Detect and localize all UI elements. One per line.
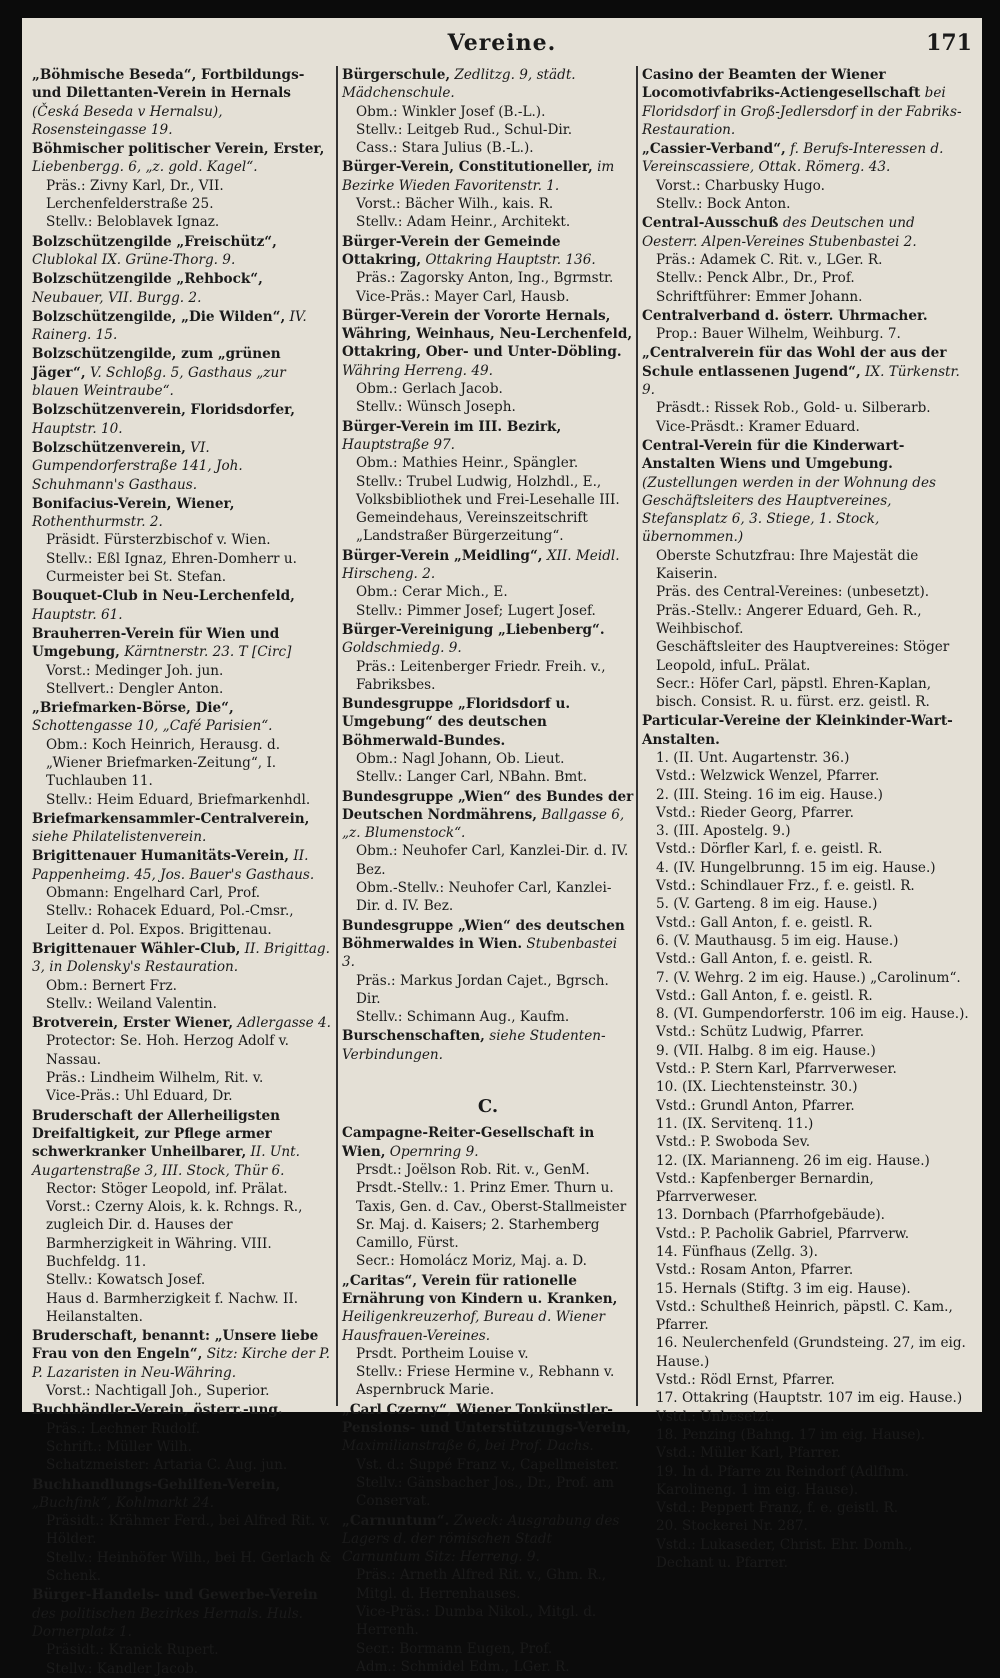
entry-heading: „Böhmische Beseda“, Fortbildungs- und Dilettanten-Verein in Hernals — [32, 67, 305, 102]
entry-officer-line: Präs.: Arneth Alfred Rit. v., Ghm. R., Mitgl. d. Herrenhauses. — [356, 1567, 607, 1602]
entry-officer-line: Adm.: Schmidel Edm., LGer. R. — [356, 1658, 570, 1675]
directory-entry — [32, 233, 334, 270]
entry-title-line — [32, 810, 334, 847]
entry-officer-line: Vstd.: Peppert Franz, f. e. geistl. R. — [656, 1500, 899, 1517]
entry-officer-line: 17. Ottakring (Hauptstr. 107 im eig. Hause.) — [656, 1390, 963, 1407]
entry-officer-line: Obmann: Engelhard Carl, Prof. — [46, 885, 261, 902]
entry-address: Maximilianstraße 6, bei Prof. Dachs. — [342, 1438, 594, 1455]
entry-title-line — [342, 788, 634, 843]
entry-address: Liebenbergg. 6, „z. gold. Kagel“. — [32, 159, 258, 176]
entry-title-line — [342, 1272, 634, 1345]
entry-title-line — [32, 345, 334, 400]
entry-officer-line: 14. Fünfhaus (Zellg. 3). — [656, 1244, 818, 1260]
entry-address: (Zustellungen werden in der Wohnung des Geschäftsleiters des Hauptvereines, Stefansplatz 6, 3. Stiege, 1. Stock, übernommen.) — [642, 474, 937, 546]
directory-entry — [32, 940, 334, 1013]
directory-entry — [32, 1586, 334, 1677]
entry-address: im Bezirke Wieden Favoritenstr. 1. — [342, 159, 615, 194]
directory-entry — [642, 344, 972, 435]
entry-title-line — [32, 140, 334, 177]
entry-officer-line: 16. Neulerchenfeld (Grundsteing. 27, im eig. Hause.) — [656, 1335, 966, 1370]
entry-title-line — [342, 1401, 634, 1456]
entry-heading: Campagne-Reiter-Gesellschaft in Wien, — [342, 1125, 595, 1160]
entry-address: Adlergasse 4. — [237, 1015, 331, 1032]
directory-entry — [342, 621, 634, 694]
entry-officer-line: Secr.: Höfer Carl, päpstl. Ehren-Kaplan, bisch. Consist. R. u. fürst. erz. geistl. R. — [656, 675, 932, 711]
entry-officer-line: Präsidt.: Kranick Rupert. — [46, 1642, 219, 1659]
entry-heading: Bürgerschule, — [342, 67, 451, 83]
entry-officer-line: 9. (VII. Halbg. 8 im eig. Hause.) — [656, 1042, 876, 1059]
entry-officer-line: Stellv.: Schimann Aug., Kaufm. — [356, 1009, 570, 1026]
directory-entry — [342, 788, 634, 916]
directory-entry — [32, 345, 334, 400]
entry-officer-line: Prsdt. Portheim Louise v. — [356, 1345, 529, 1362]
entry-officer-line: Vorst.: Bächer Wilh., kais. R. — [356, 196, 554, 213]
entry-title-line — [32, 308, 334, 345]
entry-title-line — [342, 621, 634, 658]
entry-officer-line: Stellv.: Friese Hermine v., Rebhann v. Aspernbruck Marie. — [356, 1364, 615, 1399]
entry-officer-line: 4. (IV. Hungelbrunng. 15 im eig. Hause.) — [656, 859, 936, 876]
entry-heading: Brotverein, Erster Wiener, — [32, 1015, 234, 1032]
entry-heading: „Caritas“, Verein für rationelle Ernährung von Kindern u. Kranken, — [342, 1272, 618, 1307]
entry-address: des Deutschen und Oesterr. Alpen-Vereines Stubenbastei 2. — [642, 215, 917, 250]
directory-entry — [32, 1476, 334, 1586]
entry-officer-line: 18. Penzing (Bahng. 17 im eig. Hause). — [656, 1426, 926, 1443]
entry-officer-line: 8. (VI. Gumpendorferstr. 106 im eig. Hause.). — [656, 1006, 969, 1023]
entry-address: Opernring 9. — [389, 1143, 479, 1160]
entry-officer-line: 1. (II. Unt. Augartenstr. 36.) — [656, 749, 850, 766]
entry-officer-line: Vstd.: Dörfler Karl, f. e. geistl. R. — [656, 841, 883, 858]
entry-officer-line: Präs.: Lechner Rudolf. — [46, 1420, 201, 1437]
entry-address: f. Berufs-Interessen d. Vereinscassiere, Ottak. Römerg. 43. — [642, 141, 944, 176]
entry-heading: Bolzschützenverein, Floridsdorfer, — [32, 402, 296, 419]
entry-officer-line: Vstd.: P. Swoboda Sev. — [656, 1134, 811, 1151]
entry-officer-line: Vstd.: Schultheß Heinrich, päpstl. C. Kam., Pfarrer. — [656, 1298, 953, 1334]
entry-officer-line: Oberste Schutzfrau: Ihre Majestät die Kaiserin. — [656, 547, 919, 583]
entry-officer-line: Obm.-Stellv.: Neuhofer Carl, Kanzlei-Dir. d. IV. Bez. — [356, 880, 612, 915]
page-header — [22, 26, 982, 66]
entry-officer-line: Vice-Präs.: Uhl Eduard, Dr. — [46, 1088, 233, 1105]
entry-officer-line: 10. (IX. Liechtensteinstr. 30.) — [656, 1079, 858, 1096]
entry-officer-line: Vstd.: P. Pacholik Gabriel, Pfarrverw. — [656, 1225, 910, 1242]
entry-title-line — [32, 625, 334, 662]
entry-address: „Buchfink“, Kohlmarkt 24. — [32, 1494, 215, 1511]
entry-officer-line: Vorst.: Nachtigall Joh., Superior. — [46, 1383, 270, 1400]
directory-entry — [32, 699, 334, 809]
entry-address: bei Floridsdorf in Groß-Jedlersdorf in der Fabriks-Restauration. — [642, 85, 962, 138]
entry-title-line — [32, 1327, 334, 1382]
directory-entry — [642, 307, 972, 344]
entry-officer-line: Vice-Präs.: Dumba Nikol., Mitgl. d. Herrenh. — [356, 1604, 597, 1639]
entry-title-line — [32, 1586, 334, 1641]
entry-address: IX. Türkenstr. 9. — [642, 363, 960, 399]
entry-officer-line: Prsdt.-Stellv.: 1. Prinz Emer. Thurn u. Taxis, Gen. d. Cav., Oberst-Stallmeister Sr. Maj. d. Kaisers; 2. Starhemberg Camillo, Fürst. — [356, 1180, 627, 1252]
entry-heading: Casino der Beamten der Wiener Locomotivfabriks-Actiengesellschaft — [642, 67, 921, 102]
page-number: 171 — [926, 30, 972, 56]
entry-officer-line: Stellvert.: Dengler Anton. — [46, 680, 224, 697]
entry-heading: Bouquet-Club in Neu-Lerchenfeld, — [32, 588, 295, 605]
entry-officer-line: Obm.: Nagl Johann, Ob. Lieut. — [356, 750, 565, 767]
entry-officer-line: Präs.: Leitenberger Friedr. Freih. v., Fabriksbes. — [356, 658, 606, 693]
entry-address: Neubauer, VII. Burgg. 2. — [32, 289, 202, 306]
entry-officer-line: Protector: Se. Hoh. Herzog Adolf v. Nassau. — [46, 1033, 289, 1068]
directory-entry — [342, 307, 634, 417]
entry-title-line — [32, 439, 334, 494]
entry-officer-line: Präs.: Zivny Karl, Dr., VII. Lerchenfelderstraße 25. — [46, 177, 224, 213]
entry-officer-line: Stellv.: Trubel Ludwig, Holzhdl., E., Volksbibliothek und Frei-Lesehalle III. Gemeindehaus, Vereinszeitschrift „Landstraßer Bürgerzeitung“. — [356, 473, 620, 545]
directory-entry — [32, 847, 334, 938]
entry-officer-line: Präsidt.: Krähmer Ferd., bei Alfred Rit. v. Hölder. — [46, 1513, 330, 1548]
entry-officer-line: Obm.: Mathies Heinr., Spängler. — [356, 455, 579, 472]
entry-officer-line: Vstd.: P. Stern Karl, Pfarrverweser. — [656, 1061, 897, 1078]
entry-officer-line: Vstd.: Gall Anton, f. e. geistl. R. — [656, 914, 873, 931]
entry-officer-line: Stellv.: Langer Carl, NBahn. Bmt. — [356, 769, 588, 786]
entry-officer-line: Vorst.: Czerny Alois, k. k. Rchngs. R., zugleich Dir. d. Hauses der Barmherzigkeit in Währing. VIII. Buchfeldg. 11. — [46, 1199, 303, 1270]
entry-officer-line: 6. (V. Mauthausg. 5 im eig. Hause.) — [656, 932, 899, 949]
entry-heading: Bruderschaft, benannt: „Unsere liebe Frau von den Engeln“, — [32, 1328, 319, 1363]
entry-address: (Česká Beseda v Hernalsu), Rosensteingasse 19. — [32, 103, 223, 138]
entry-address: siehe Studenten-Verbindungen. — [342, 1028, 606, 1063]
entry-heading: Briefmarkensammler-Centralverein, — [32, 810, 310, 827]
entry-officer-line: Prsdt.: Joëlson Rob. Rit. v., GenM. — [356, 1161, 590, 1178]
entry-title-line — [342, 1027, 634, 1064]
entry-address: II. Unt. Augartenstraße 3, III. Stock, Thür 6. — [32, 1144, 300, 1179]
entry-title-line — [342, 547, 634, 584]
directory-entry — [32, 1014, 334, 1105]
entry-officer-line: 7. (V. Wehrg. 2 im eig. Hause.) „Carolinum“. — [656, 969, 961, 986]
entry-heading: Brigittenauer Wähler-Club, — [32, 940, 241, 957]
entry-heading: Bundesgruppe „Floridsdorf u. Umgebung“ des deutschen Böhmerwald-Bundes. — [342, 696, 571, 749]
entry-title-line — [342, 233, 634, 270]
entry-title-line — [32, 1107, 334, 1180]
directory-entry — [342, 418, 634, 546]
entry-heading: Bolzschützengilde, „Die Wilden“, — [32, 308, 286, 325]
entry-officer-line: Vstd.: Welzwick Wenzel, Pfarrer. — [656, 768, 880, 785]
directory-entry — [642, 437, 972, 711]
entry-heading: Bürger-Verein der Vororte Hernals, Währing, Weinhaus, Neu-Lerchenfeld, Ottakring, Ober- und Unter-Döbling. — [342, 307, 633, 361]
entry-officer-line: Präs.: Lindheim Wilhelm, Rit. v. — [46, 1070, 264, 1087]
entry-officer-line: Geschäftsleiter des Hauptvereines: Stöger Leopold, infuL. Prälat. — [656, 639, 950, 674]
entry-heading: Bürger-Vereinigung „Liebenberg“. — [342, 621, 605, 638]
entry-officer-line: Vorst.: Medinger Joh. jun. — [46, 662, 224, 679]
entry-heading: Bolzschützengilde „Freischütz“, — [32, 233, 277, 250]
entry-officer-line: Obm.: Gerlach Jacob. — [356, 381, 503, 398]
entry-officer-line: Stellv.: Adam Heinr., Architekt. — [356, 214, 571, 231]
entry-title-line — [342, 307, 634, 380]
entry-heading: Brigittenauer Humanitäts-Verein, — [32, 848, 289, 865]
entry-title-line — [32, 233, 334, 270]
directory-entry — [32, 1327, 334, 1400]
entry-address: Rothenthurmstr. 2. — [32, 514, 163, 531]
directory-entry — [342, 1027, 634, 1064]
directory-entry — [342, 158, 634, 231]
entry-officer-line: 2. (III. Steing. 16 im eig. Hause.) — [656, 786, 883, 803]
entry-officer-line: Vstd.: Schindlauer Frz., f. e. geistl. R. — [656, 878, 915, 895]
entry-address: Schottengasse 10, „Café Parisien“. — [32, 718, 273, 735]
entry-officer-line: Vstd.: Rosam Anton, Pfarrer. — [656, 1262, 854, 1279]
entry-heading: Buchhändler-Verein, österr.-ung. — [32, 1402, 283, 1419]
entry-title-line — [32, 1401, 334, 1419]
directory-entry — [342, 547, 634, 620]
entry-heading: Bürger-Verein, Constitutioneller, — [342, 159, 593, 176]
entry-officer-line: Stellv.: Kowatsch Josef. — [46, 1272, 206, 1289]
entry-title-line — [32, 66, 334, 139]
directory-entry — [342, 1124, 634, 1270]
entry-officer-line: Secr.: Homolácz Moriz, Maj. a. D. — [356, 1253, 587, 1270]
entry-officer-line: Cass.: Stara Julius (B.-L.). — [356, 140, 534, 157]
entry-address: Zweck: Ausgrabung des Lagers d. der römischen Stadt Carnuntum Sitz: Herreng. 9. — [342, 1512, 620, 1566]
entry-address: Kärntnerstr. 23. T [Circ] — [124, 644, 292, 661]
directory-entry — [342, 1272, 634, 1400]
entry-title-line — [32, 401, 334, 438]
entry-title-line — [642, 140, 972, 177]
directory-entry — [342, 66, 634, 157]
entry-officer-line: Obm.: Winkler Josef (B.-L.). — [356, 103, 546, 120]
entry-title-line — [32, 847, 334, 884]
entry-address: XII. Meidl. Hirscheng. 2. — [342, 547, 620, 583]
entry-heading: „Carl Czerny“, Wiener Tonkünstler-Pensions- und Unterstützungs-Verein, — [342, 1401, 631, 1437]
directory-entry — [342, 1512, 634, 1677]
entry-heading: Bolzschützengilde, zum „grünen Jäger“, — [32, 346, 281, 381]
directory-entry — [642, 66, 972, 139]
entry-officer-line: Stellv.: Pimmer Josef; Lugert Josef. — [356, 602, 596, 619]
directory-entry — [32, 66, 334, 139]
entry-heading: Bürger-Handels- und Gewerbe-Verein — [32, 1587, 318, 1604]
directory-entry — [342, 695, 634, 786]
entry-title-line — [342, 418, 634, 455]
entry-title-line — [32, 1014, 334, 1032]
entry-officer-line: Vstd.: Unbesetzt. — [656, 1408, 775, 1425]
entry-title-line — [32, 270, 334, 307]
entry-title-line — [342, 66, 634, 103]
entry-officer-line: Vstd.: Schütz Ludwig, Pfarrer. — [656, 1024, 865, 1041]
entry-officer-line: Vice-Präsdt.: Kramer Eduard. — [656, 418, 860, 435]
entry-officer-line: 20. Stockerei Nr. 287. — [656, 1518, 808, 1535]
directory-entry — [32, 1401, 334, 1474]
entry-officer-line: Obm.: Koch Heinrich, Herausg. d. „Wiener Briefmarken-Zeitung“, I. Tuchlauben 11. — [46, 736, 281, 790]
entry-title-line — [342, 1512, 634, 1567]
entry-heading: Burschenschaften, — [342, 1028, 485, 1045]
entry-title-line — [342, 158, 634, 195]
entry-officer-line: Stellv.: Bock Anton. — [656, 196, 791, 213]
entry-officer-line: 5. (V. Garteng. 8 im eig. Hause.) — [656, 896, 878, 913]
entry-officer-line: Vstd.: Rödl Ernst, Pfarrer. — [656, 1372, 835, 1389]
entry-heading: Centralverband d. österr. Uhrmacher. — [642, 307, 928, 324]
directory-entry — [32, 308, 334, 345]
entry-title-line — [342, 917, 634, 972]
entry-address: Stubenbastei 3. — [342, 935, 618, 971]
entry-officer-line: Vstd.: Kapfenberger Bernardin, Pfarrverweser. — [656, 1170, 874, 1206]
directory-page — [22, 18, 982, 1677]
entry-officer-line: Haus d. Barmherzigkeit f. Nachw. II. Heilanstalten. — [46, 1290, 299, 1325]
entry-address: Heiligenkreuzerhof, Bureau d. Wiener Hausfrauen-Vereines. — [342, 1309, 606, 1344]
entry-heading: „Briefmarken-Börse, Die“, — [32, 700, 234, 717]
entry-title-line — [32, 587, 334, 624]
entry-officer-line: 12. (IX. Marianneng. 26 im eig. Hause.) — [656, 1152, 930, 1169]
entry-heading: Bundesgruppe „Wien“ des deutschen Böhmerwaldes in Wien. — [342, 917, 625, 952]
entry-title-line — [642, 214, 972, 251]
entry-title-line — [342, 695, 634, 750]
entry-officer-line: Stellv.: Heim Eduard, Briefmarkenhdl. — [46, 791, 311, 808]
entry-officer-line: Präsidt. Fürsterzbischof v. Wien. — [46, 532, 271, 549]
entry-title-line — [642, 66, 972, 139]
directory-entry — [32, 270, 334, 307]
entry-officer-line: Präs.: Zagorsky Anton, Ing., Bgrmstr. — [356, 270, 614, 287]
section-letter: C. — [477, 1096, 499, 1118]
directory-entry — [642, 214, 972, 305]
entry-officer-line: Stellv.: Weiland Valentin. — [46, 995, 217, 1012]
directory-entry — [642, 712, 972, 1572]
entry-address: Hauptstraße 97. — [342, 436, 455, 453]
entry-heading: Bürger-Verein im III. Bezirk, — [342, 418, 562, 435]
entry-address: Zedlitzg. 9, städt. Mädchenschule. — [342, 67, 576, 102]
directory-entry — [32, 495, 334, 586]
entry-address: Ottakring Hauptstr. 136. — [425, 251, 596, 268]
entry-title-line — [642, 437, 972, 547]
directory-entry — [342, 1401, 634, 1511]
entry-heading: Bürger-Verein „Meidling“, — [342, 547, 543, 564]
directory-entry — [642, 140, 972, 213]
entry-officer-line: 3. (III. Apostelg. 9.) — [656, 823, 791, 840]
directory-entry — [32, 401, 334, 438]
entry-officer-line: Obm.: Bernert Frz. — [46, 977, 177, 994]
entry-officer-line: Vstd.: Müller Karl, Pfarrer. — [656, 1445, 841, 1462]
directory-entry — [32, 1107, 334, 1327]
entry-officer-line: Vst. d.: Suppé Franz v., Capellmeister. — [356, 1456, 619, 1473]
entry-officer-line: Präsdt.: Rissek Rob., Gold- u. Silberarb. — [656, 400, 931, 417]
entry-heading: „Carnuntum“. — [342, 1512, 450, 1529]
column-rule-left — [336, 66, 338, 1406]
entry-officer-line: Schriftführer: Emmer Johann. — [656, 288, 863, 305]
entry-officer-line: Schrift.: Müller Wilh. — [46, 1438, 192, 1455]
entry-title-line — [32, 495, 334, 532]
entry-address: V. Schloßg. 5, Gasthaus „zur blauen Weintraube“. — [32, 364, 286, 400]
entry-heading: „Centralverein für das Wohl der aus der Schule entlassenen Jugend“, — [642, 345, 947, 380]
entry-officer-line: Vice-Präs.: Mayer Carl, Hausb. — [356, 288, 570, 305]
entry-address: Ballgasse 6, „z. Blumenstock“. — [342, 806, 625, 842]
entry-title-line — [342, 1124, 634, 1161]
entry-officer-line: Vstd.: Gall Anton, f. e. geistl. R. — [656, 987, 873, 1004]
entry-officer-line: 11. (IX. Servitenq. 11.) — [656, 1115, 814, 1132]
entry-heading: Central-Verein für die Kinderwart-Anstalten Wiens und Umgebung. — [642, 437, 905, 473]
entry-officer-line: Stellv.: Kandler Jacob. — [46, 1660, 199, 1677]
entry-address: Sitz: Kirche der P. P. Lazaristen in Neu-Währing. — [32, 1346, 330, 1381]
entry-address: Clublokal IX. Grüne-Thorg. 9. — [32, 251, 236, 268]
entry-address: Währing Herreng. 49. — [342, 362, 493, 379]
entry-officer-line: Obm.: Cerar Mich., E. — [356, 584, 508, 601]
entry-heading: Bruderschaft der Allerheiligsten Dreifaltigkeit, zur Pflege armer schwerkranker Unheilbarer, — [32, 1107, 281, 1161]
entry-officer-line: 15. Hernals (Stiftg. 3 im eig. Hause). — [656, 1280, 911, 1297]
entry-heading: Brauherren-Verein für Wien und Umgebung, — [32, 625, 280, 661]
entry-address: siehe Philatelistenverein. — [32, 829, 207, 846]
entry-officer-line: Vstd.: Rieder Georg, Pfarrer. — [656, 804, 854, 821]
directory-entry — [32, 587, 334, 624]
entry-officer-line: Vstd.: Gall Anton, f. e. geistl. R. — [656, 951, 873, 968]
entry-officer-line: Vorst.: Charbusky Hugo. — [656, 177, 825, 194]
entry-officer-line: Präs.: Adamek C. Rit. v., LGer. R. — [656, 251, 883, 268]
entry-officer-line: Stellv.: Wünsch Joseph. — [356, 399, 516, 416]
entry-title-line — [32, 1476, 334, 1513]
entry-officer-line: Stellv.: Beloblavek Ignaz. — [46, 214, 220, 231]
entry-heading: Bundesgruppe „Wien“ des Bundes der Deutschen Nordmährens, — [342, 788, 634, 823]
directory-entry — [342, 233, 634, 306]
directory-entry — [342, 917, 634, 1027]
entry-officer-line: Stellv.: Leitgeb Rud., Schul-Dir. — [356, 121, 573, 138]
directory-entry — [32, 439, 334, 494]
entry-officer-line: Stellv.: Penck Albr., Dr., Prof. — [656, 270, 855, 287]
column-rule-right — [636, 66, 638, 1406]
entry-heading: „Cassier-Verband“, — [642, 141, 786, 158]
running-title: Vereine. — [447, 30, 557, 56]
entry-title-line — [32, 940, 334, 977]
directory-entry — [32, 140, 334, 231]
entry-officer-line: Präs.: Markus Jordan Cajet., Bgrsch. Dir. — [356, 972, 609, 1007]
entry-officer-line: Stellv.: Eßl Ignaz, Ehren-Domherr u. Curmeister bei St. Stefan. — [46, 550, 297, 586]
entry-officer-line: Rector: Stöger Leopold, inf. Prälat. — [46, 1180, 288, 1197]
entry-heading: Bonifacius-Verein, Wiener, — [32, 495, 235, 512]
entry-heading: Particular-Vereine der Kleinkinder-Wart-Anstalten. — [642, 713, 953, 748]
entry-address: Hauptstr. 10. — [32, 420, 123, 437]
entry-officer-line: Stellv.: Rohacek Eduard, Pol.-Cmsr., Leiter d. Pol. Expos. Brigittenau. — [46, 903, 294, 938]
column-2 — [342, 66, 634, 1675]
column-1 — [32, 66, 334, 1677]
entry-officer-line: Stellv.: Gänsbacher Jos., Dr., Prof. am Conservat. — [356, 1474, 614, 1510]
entry-officer-line: Präs.-Stellv.: Angerer Eduard, Geh. R., Weihbischof. — [656, 602, 922, 637]
directory-entry — [32, 810, 334, 847]
entry-title-line — [642, 712, 972, 749]
column-3 — [642, 66, 972, 1572]
entry-officer-line: 19. In d. Pfarre zu Reindorf (Adlfhm. Karolineng. 1 im eig. Hause). — [656, 1463, 909, 1498]
entry-officer-line: Vstd.: Lukaseder, Christ. Ehr. Domh., Dechant u. Pfarrer. — [656, 1536, 913, 1572]
entry-title-line — [32, 699, 334, 736]
entry-address: VI. Gumpendorferstraße 141, Joh. Schuhmann's Gasthaus. — [32, 439, 243, 493]
entry-officer-line: 13. Dornbach (Pfarrhofgebäude). — [656, 1207, 886, 1224]
entry-heading: Bürger-Verein der Gemeinde Ottakring, — [342, 233, 561, 268]
entry-address: Goldschmiedg. 9. — [342, 640, 462, 657]
entry-heading: Bolzschützenverein, — [32, 439, 186, 456]
entry-address: II. Pappenheimg. 45, Jos. Bauer's Gasthaus. — [32, 848, 315, 883]
entry-officer-line: Vstd.: Grundl Anton, Pfarrer. — [656, 1097, 855, 1114]
directory-entry — [32, 625, 334, 698]
entry-officer-line: Schatzmeister: Artaria C. Aug. jun. — [46, 1457, 288, 1474]
entry-heading: Central-Ausschuß — [642, 215, 779, 232]
entry-address: II. Brigittag. 3, in Dolensky's Restauration. — [32, 940, 330, 976]
entry-officer-line: Stellv.: Heinhöfer Wilh., bei H. Gerlach & Schenk. — [46, 1549, 332, 1585]
entry-title-line — [642, 307, 972, 325]
entry-heading: Buchhandlungs-Gehilfen-Verein, — [32, 1476, 281, 1493]
entry-address: Hauptstr. 61. — [32, 606, 123, 623]
entry-officer-line: Secr.: Bormann Eugen, Prof. — [356, 1640, 553, 1657]
entry-heading: Böhmischer politischer Verein, Erster, — [32, 141, 325, 158]
entry-title-line — [642, 344, 972, 399]
entry-address: des politischen Bezirkes Hernals. Huls. Dornerplatz 1. — [32, 1605, 303, 1640]
entry-heading: Bolzschützengilde „Rehbock“, — [32, 271, 263, 288]
entry-address: IV. Rainerg. 15. — [32, 308, 307, 344]
entry-officer-line: Obm.: Neuhofer Carl, Kanzlei-Dir. d. IV. Bez. — [356, 843, 629, 878]
entry-officer-line: Prop.: Bauer Wilhelm, Weihburg. 7. — [656, 326, 901, 343]
entry-officer-line: Präs. des Central-Vereines: (unbesetzt). — [656, 584, 930, 601]
